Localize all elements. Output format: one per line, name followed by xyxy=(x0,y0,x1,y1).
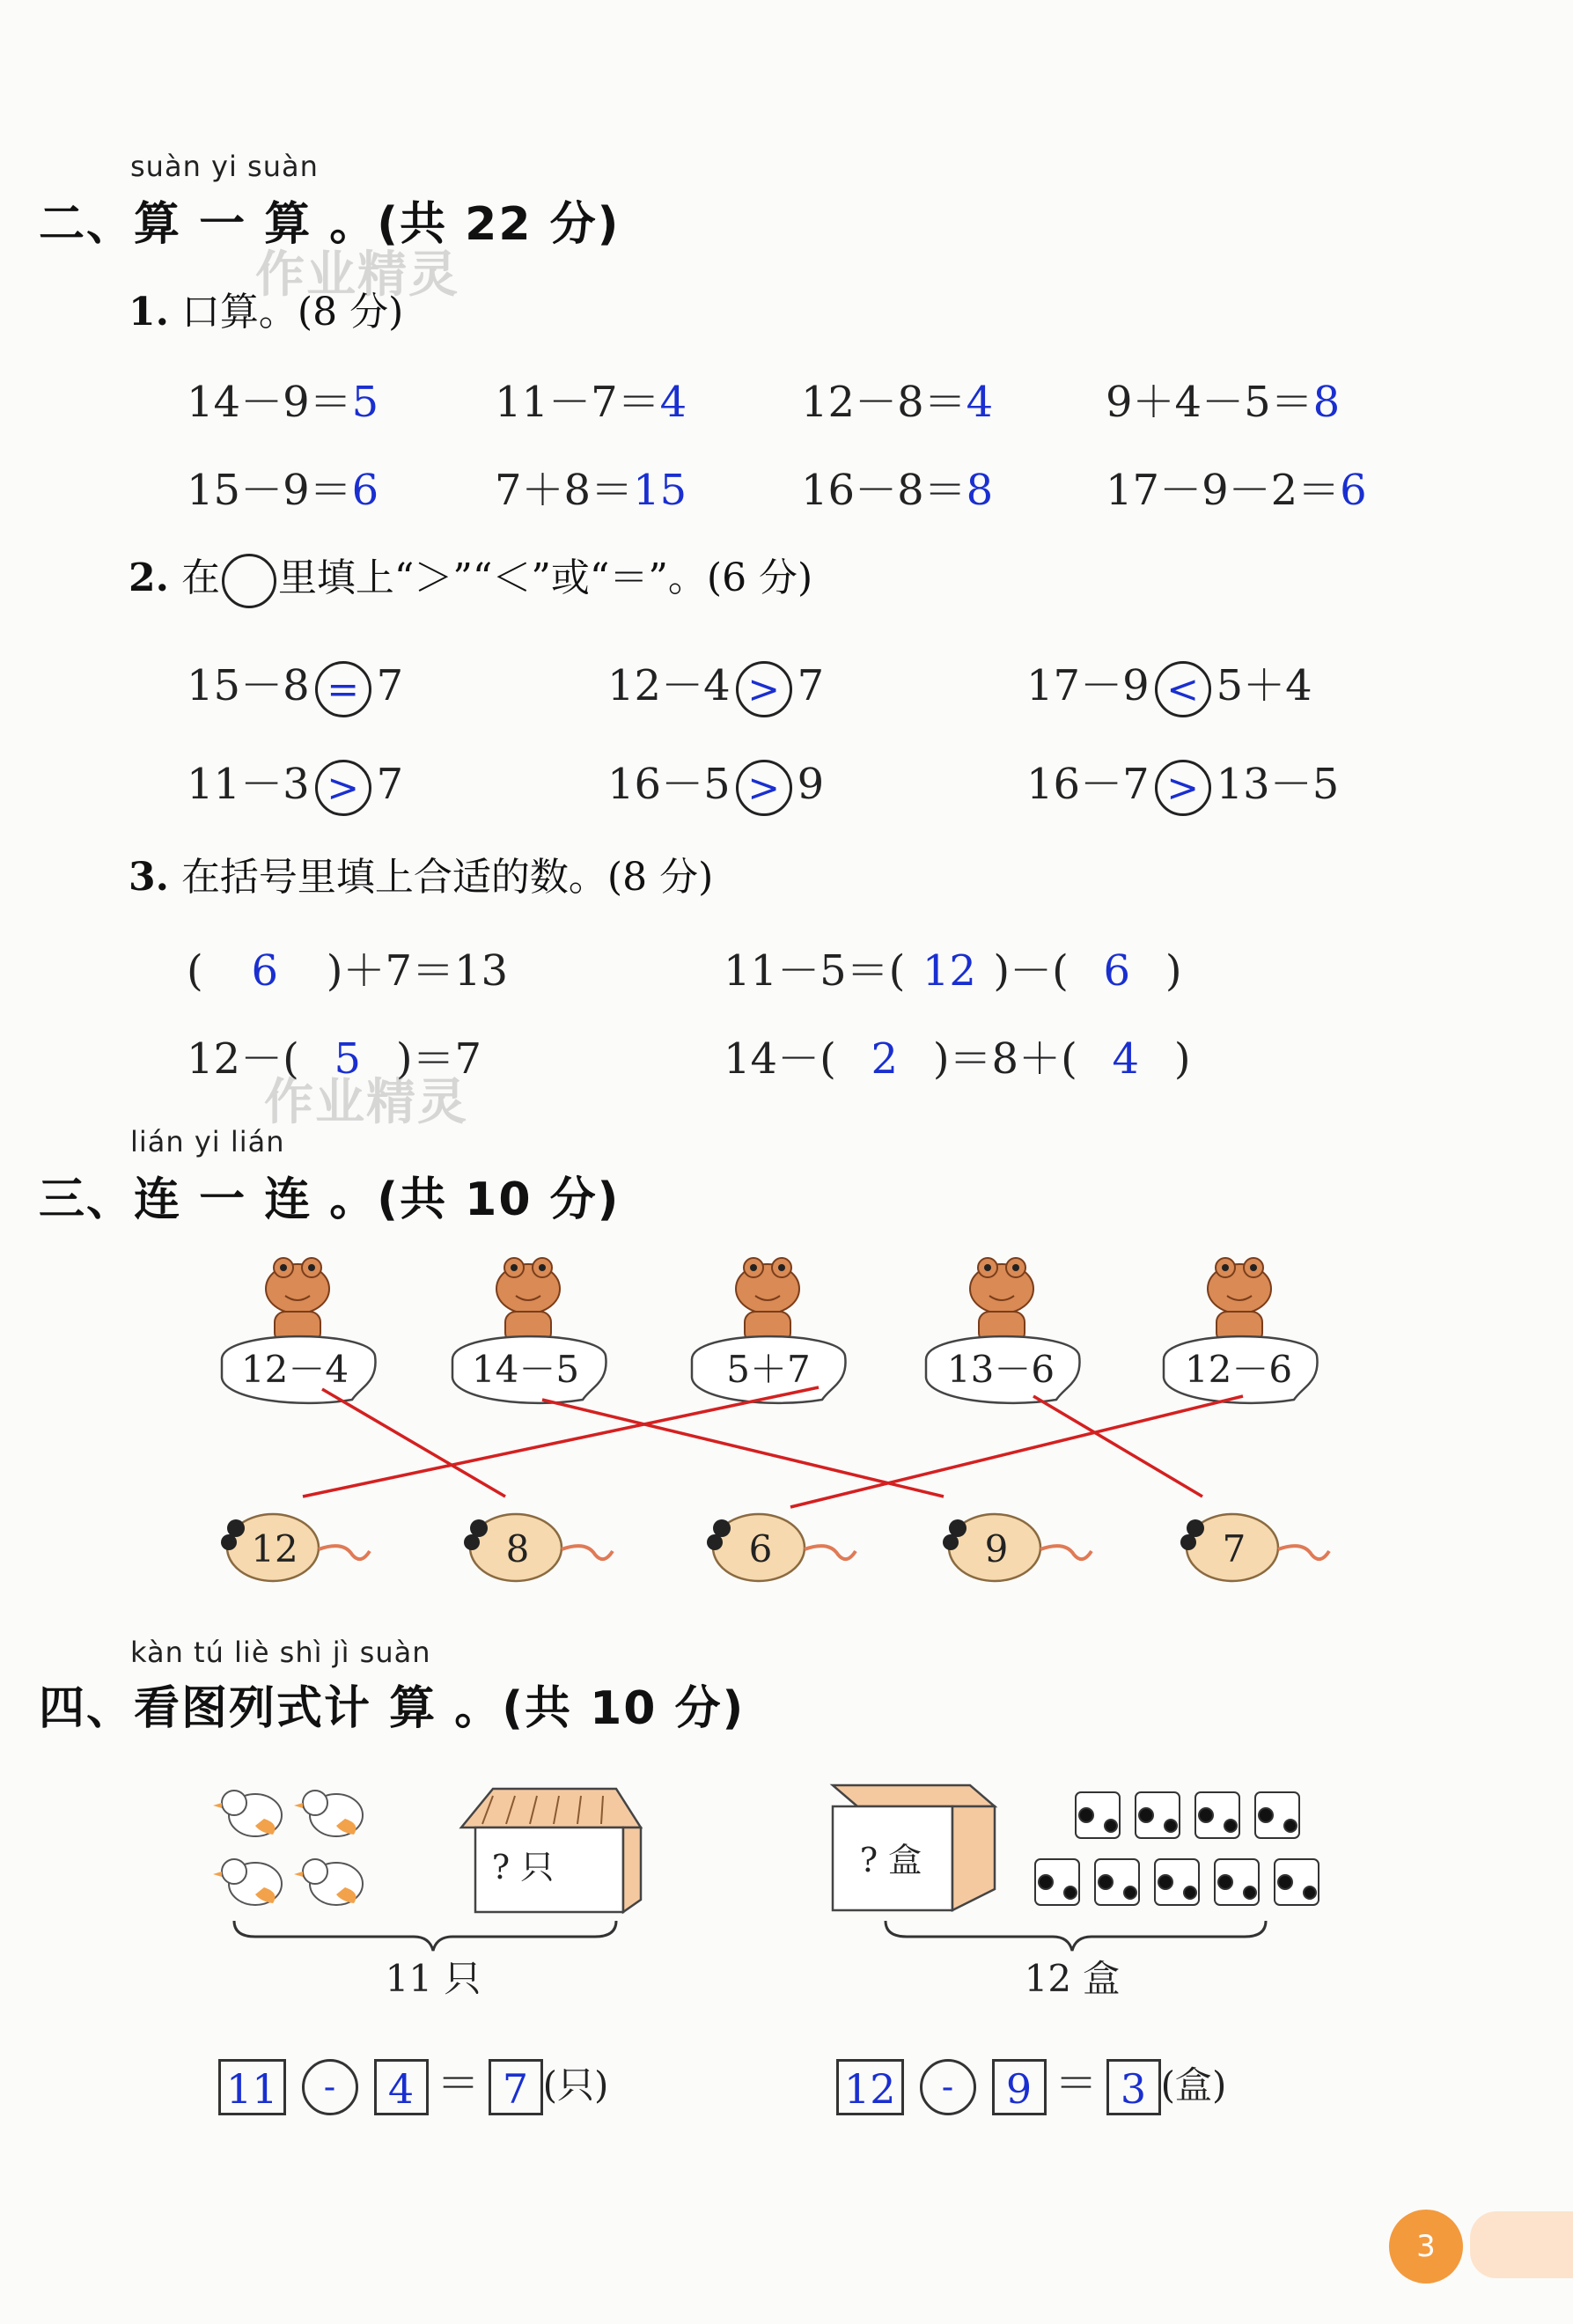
frog-expr: 12－4 xyxy=(240,1348,349,1391)
q1-answer: 6 xyxy=(351,466,379,515)
picture-problems xyxy=(0,1761,1573,2042)
q3-title-text: 在括号里填上合适的数。(8 分) xyxy=(180,855,714,900)
q2-symbol-circle[interactable]: > xyxy=(315,760,371,816)
mouse-item[interactable] xyxy=(707,1514,856,1581)
section4-pinyin: kàn tú liè shì jì suàn xyxy=(130,1636,431,1669)
left-eq-box[interactable]: 4 xyxy=(374,2059,429,2115)
q1-item xyxy=(801,368,993,429)
left-eq-unit: (只) xyxy=(542,2063,609,2107)
q1-answer: 5 xyxy=(351,378,379,427)
q1-item xyxy=(495,368,687,429)
q2-item xyxy=(187,651,403,717)
mouse-number: 7 xyxy=(1222,1527,1246,1570)
q1-answer: 8 xyxy=(1312,378,1341,427)
q1-answer: 15 xyxy=(633,466,687,515)
q1-title-text: 口算。(8 分) xyxy=(180,290,404,335)
q3-number: 3. xyxy=(129,855,169,900)
q2-item xyxy=(607,651,824,717)
left-eq-result[interactable]: 7 xyxy=(489,2059,543,2115)
milk-carton-icon xyxy=(1035,1859,1079,1905)
q2-number: 2. xyxy=(129,555,169,600)
q3-text: )＝8＋( xyxy=(932,1034,1077,1084)
right-eq-operator[interactable]: - xyxy=(920,2059,976,2115)
section3-title: 三、连 一 连 。(共 10 分) xyxy=(39,1173,621,1226)
q3-answer[interactable]: 6 xyxy=(1103,946,1131,996)
q2-left: 15－8 xyxy=(187,661,310,710)
mouse-number: 6 xyxy=(748,1527,773,1570)
q2-left: 16－7 xyxy=(1026,760,1150,809)
q2-symbol-circle[interactable]: > xyxy=(736,661,792,717)
q3-item-a: ( 6 )＋7＝13 xyxy=(187,946,509,996)
q1-expr: 17－9－2＝ xyxy=(1106,466,1341,515)
q1-expr: 12－8＝ xyxy=(801,378,967,427)
q3-text: )－( xyxy=(993,946,1069,996)
left-total: 11 只 xyxy=(385,1957,481,2000)
frog-expr: 12－6 xyxy=(1184,1348,1293,1391)
q1-item xyxy=(187,456,379,517)
q2-right: 7 xyxy=(376,661,404,710)
q2-item xyxy=(607,750,824,816)
section2-pinyin: suàn yi suàn xyxy=(130,150,319,183)
q1-expr: 16－8＝ xyxy=(801,466,967,515)
q3-title xyxy=(129,845,713,901)
q2-symbol-circle[interactable]: > xyxy=(1155,760,1211,816)
section2-title: 二、算 一 算 。(共 22 分) xyxy=(39,198,621,251)
frog-icon xyxy=(496,1258,560,1343)
q3-text: 14－( xyxy=(724,1034,836,1084)
left-equation xyxy=(218,2049,608,2115)
q1-title xyxy=(129,280,403,336)
chick-group xyxy=(213,1791,363,1905)
frog-item[interactable] xyxy=(222,1258,376,1403)
frog-icon xyxy=(266,1258,329,1343)
frog-item[interactable] xyxy=(1164,1258,1318,1403)
q1-item xyxy=(1106,456,1367,517)
q3-answer[interactable]: 5 xyxy=(334,1034,362,1084)
mouse-number: 12 xyxy=(251,1527,298,1570)
q3-text: )＋7＝13 xyxy=(326,946,509,996)
q2-left: 16－5 xyxy=(607,760,731,809)
right-equation xyxy=(836,2049,1226,2115)
section4-title: 四、看图列式计 算 。(共 10 分) xyxy=(39,1682,746,1735)
frog-icon xyxy=(1208,1258,1271,1343)
left-eq-box[interactable]: 11 xyxy=(218,2059,286,2115)
q3-text: 11－5＝( xyxy=(724,946,906,996)
mouse-number: 9 xyxy=(984,1527,1009,1570)
section3-pinyin: lián yi lián xyxy=(130,1125,285,1158)
q1-answer: 4 xyxy=(966,378,994,427)
equals-sign: ＝ xyxy=(1055,2059,1098,2108)
q1-item xyxy=(495,456,687,517)
equals-sign: ＝ xyxy=(437,2059,480,2108)
q2-item xyxy=(1026,750,1339,816)
mouse-number: 8 xyxy=(505,1527,530,1570)
q3-answer[interactable]: 4 xyxy=(1112,1034,1140,1084)
q2-item xyxy=(1026,651,1312,717)
q2-right: 7 xyxy=(376,760,404,809)
q2-right: 13－5 xyxy=(1216,760,1340,809)
q2-symbol-circle[interactable]: < xyxy=(1155,661,1211,717)
q1-item xyxy=(1106,368,1340,429)
q2-left: 11－3 xyxy=(187,760,310,809)
q2-left: 17－9 xyxy=(1026,661,1150,710)
milk-carton-icon xyxy=(1095,1859,1139,1905)
right-eq-box[interactable]: 9 xyxy=(992,2059,1047,2115)
q2-right: 5＋4 xyxy=(1216,661,1312,710)
frog-expr: 13－6 xyxy=(946,1348,1055,1391)
q1-expr: 15－9＝ xyxy=(187,466,352,515)
q3-answer[interactable]: 12 xyxy=(922,946,976,996)
right-eq-result[interactable]: 3 xyxy=(1106,2059,1161,2115)
milk-carton-icon xyxy=(1255,1792,1299,1838)
chick-icon xyxy=(213,1859,282,1905)
q2-right: 7 xyxy=(797,661,825,710)
chick-icon xyxy=(294,1859,363,1905)
left-eq-operator[interactable]: - xyxy=(302,2059,358,2115)
q2-right: 9 xyxy=(797,760,825,809)
milk-carton-icon xyxy=(1195,1792,1239,1838)
frog-item[interactable] xyxy=(926,1258,1080,1403)
q3-answer[interactable]: 6 xyxy=(251,946,278,996)
chick-icon xyxy=(294,1791,363,1836)
q2-left: 12－4 xyxy=(607,661,731,710)
right-total: 12 盒 xyxy=(1024,1957,1121,2000)
match-line[interactable] xyxy=(322,1389,505,1497)
match-line[interactable] xyxy=(542,1400,944,1497)
q2-title-post: 里填上“＞”“＜”或“＝”。(6 分) xyxy=(277,555,813,600)
brace-icon xyxy=(886,1921,1266,1951)
mouse-item[interactable] xyxy=(221,1514,370,1581)
watermark: 作业精灵 xyxy=(264,1074,468,1131)
page-tab xyxy=(1470,2211,1573,2278)
q1-item xyxy=(801,456,993,517)
q3-item-d: 14－( 2 )＝8＋( 4 ) xyxy=(724,1034,1191,1084)
right-eq-box[interactable]: 12 xyxy=(836,2059,904,2115)
chick-icon xyxy=(213,1791,282,1836)
right-eq-unit: (盒) xyxy=(1160,2063,1227,2107)
q2-item xyxy=(187,750,403,816)
mouse-item[interactable] xyxy=(464,1514,613,1581)
q1-expr: 11－7＝ xyxy=(495,378,660,427)
mouse-item[interactable] xyxy=(943,1514,1092,1581)
q3-text: )＝7 xyxy=(395,1034,482,1084)
milk-carton-icon xyxy=(1076,1792,1120,1838)
q1-number: 1. xyxy=(129,290,169,335)
milk-carton-icon xyxy=(1136,1792,1180,1838)
brace-icon xyxy=(234,1921,616,1951)
q2-title xyxy=(129,546,812,608)
milk-carton-icon xyxy=(1275,1859,1319,1905)
frog-icon xyxy=(970,1258,1033,1343)
box-label: ? 盒 xyxy=(859,1841,922,1879)
empty-circle-icon xyxy=(222,554,276,608)
milk-carton-icon xyxy=(1215,1859,1259,1905)
match-diagram xyxy=(0,1232,1573,1637)
frog-expr: 5＋7 xyxy=(726,1348,811,1391)
q1-answer: 6 xyxy=(1340,466,1367,515)
page-number: 3 xyxy=(1389,2210,1463,2284)
q3-answer[interactable]: 2 xyxy=(871,1034,899,1084)
match-lines xyxy=(303,1387,1243,1507)
q2-title-pre: 在 xyxy=(180,555,220,600)
frog-item[interactable] xyxy=(692,1258,846,1403)
milk-carton-group xyxy=(1035,1792,1319,1905)
match-line[interactable] xyxy=(790,1396,1243,1507)
q1-answer: 4 xyxy=(659,378,687,427)
q1-answer: 8 xyxy=(966,466,994,515)
q2-symbol-circle[interactable]: > xyxy=(736,760,792,816)
q3-item-b: 11－5＝( 12 )－( 6 ) xyxy=(724,946,1182,996)
milk-carton-icon xyxy=(1155,1859,1199,1905)
frog-expr: 14－5 xyxy=(471,1348,580,1391)
q1-item xyxy=(187,368,379,429)
q1-expr: 9＋4－5＝ xyxy=(1106,378,1313,427)
mouse-item[interactable] xyxy=(1180,1514,1329,1581)
q1-expr: 14－9＝ xyxy=(187,378,352,427)
frog-icon xyxy=(736,1258,799,1343)
q3-text: 12－( xyxy=(187,1034,299,1084)
q2-symbol-circle[interactable]: = xyxy=(315,661,371,717)
house-label: ? 只 xyxy=(491,1848,555,1886)
frog-item[interactable] xyxy=(452,1258,606,1403)
q1-expr: 7＋8＝ xyxy=(495,466,634,515)
watermark: 作业精灵 xyxy=(255,246,459,304)
